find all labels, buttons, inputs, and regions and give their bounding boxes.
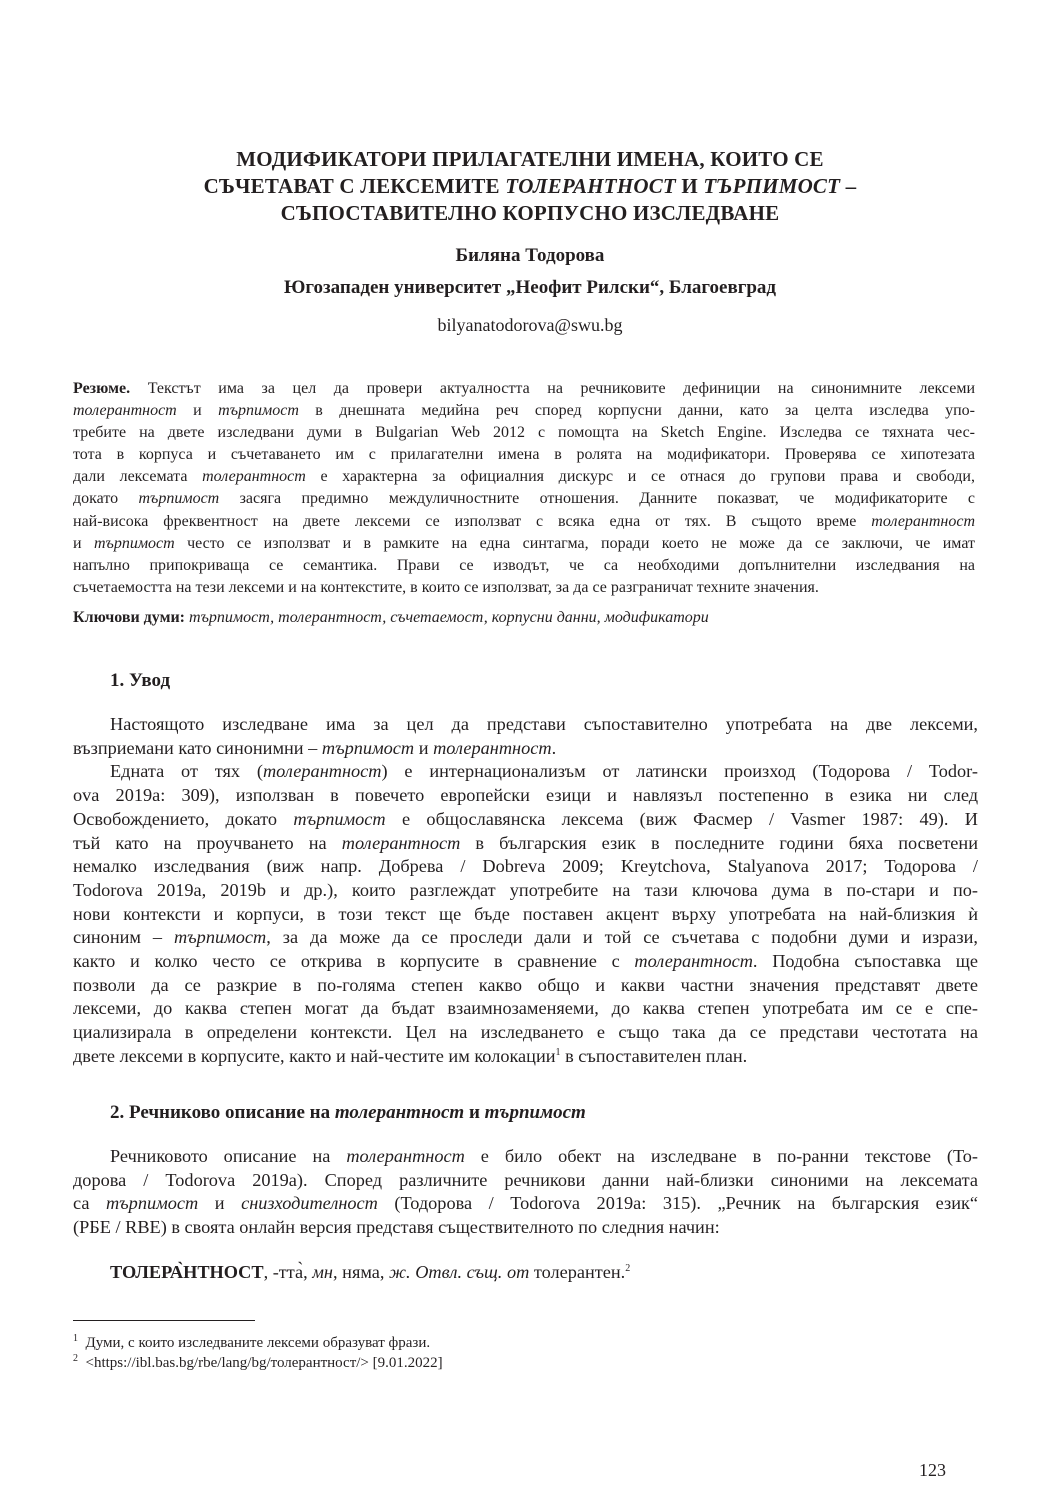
footnote-divider bbox=[73, 1320, 255, 1321]
body-line bbox=[73, 926, 978, 950]
title-line-2 bbox=[110, 173, 950, 200]
abstract-line: напълно припокриваща се семантика. Прави се изводът, че са необходими допълнителни изследвания на bbox=[73, 556, 975, 574]
abstract-line bbox=[73, 466, 975, 488]
term: търпимост bbox=[321, 737, 415, 758]
body-line: (РБЕ / RBE) в своята онлайн версия представя съществителното по следния начин: bbox=[73, 1217, 720, 1238]
author-affiliation: Югозападен университет „Неофит Рилски“, Благоевград bbox=[283, 277, 777, 298]
author-block bbox=[110, 240, 950, 304]
term: търпимост bbox=[293, 808, 386, 829]
body-text: ) е интернационализъм от латински произход (Тодорова / Todor- bbox=[381, 761, 978, 782]
body-text: (Тодорова / Todorova 2019a: 315). „Речник на българския език“ bbox=[377, 1193, 978, 1214]
term: толерантност bbox=[73, 402, 177, 420]
term: търпимост bbox=[484, 1102, 586, 1123]
body-text: Едната от тях ( bbox=[110, 761, 263, 782]
entry-text: толерантен. bbox=[529, 1262, 626, 1282]
title-text: И bbox=[675, 174, 704, 198]
term: търпимост bbox=[93, 534, 175, 552]
term: толерантност bbox=[433, 737, 552, 758]
term: толерантност bbox=[341, 832, 461, 853]
abstract-text: в днешната медийна реч според корпусни данни, като за целта изследва упо- bbox=[298, 402, 976, 420]
entry-text: , -тта̀, bbox=[263, 1262, 313, 1282]
abstract-line bbox=[73, 533, 975, 555]
footnote-ref[interactable]: 2 bbox=[625, 1262, 631, 1274]
abstract-text: дали лексемата bbox=[73, 468, 203, 486]
abstract-line bbox=[73, 400, 975, 422]
term: толерантност bbox=[346, 1146, 465, 1166]
abstract-line: съчетаемостта на тези лексеми и на контекстите, в които се използват, за да се разграничат техните значения. bbox=[73, 578, 819, 596]
entry-text: ж. Отвл. същ. от bbox=[389, 1262, 530, 1282]
footnote-number: 1 bbox=[73, 1333, 78, 1344]
entry-text: , няма, bbox=[333, 1262, 390, 1282]
title-line-1: МОДИФИКАТОРИ ПРИЛАГАТЕЛНИ ИМЕНА, КОИТО СЕ bbox=[236, 147, 824, 171]
title-term: ТЪРПИМОСТ bbox=[703, 174, 841, 198]
term: търпимост bbox=[138, 490, 220, 508]
term: търпимост bbox=[105, 1193, 199, 1214]
body-line bbox=[73, 1145, 978, 1169]
body-text: са bbox=[73, 1193, 106, 1214]
abstract-text: докато bbox=[73, 490, 139, 508]
term: толерантност bbox=[871, 512, 975, 530]
body-line: позволи да се разкрие в по-голяма степен какво общо и какви частни значения представят двете bbox=[73, 974, 978, 995]
heading-text: 2. Речниково описание на bbox=[110, 1102, 335, 1123]
body-text: . Подобна съпоставка ще bbox=[752, 951, 978, 972]
page-number: 123 bbox=[919, 1460, 946, 1480]
body-line: Настоящото изследване има за цел да представи съпоставително употребата на две лексеми, bbox=[110, 714, 978, 734]
body-line: нови контексти и корпуси, в този текст ще бъде поставен акцент върху употребата на най-близкия ѝ bbox=[73, 903, 978, 924]
abstract-label: Резюме. bbox=[73, 380, 131, 397]
footnote-1 bbox=[73, 1333, 430, 1353]
body-line bbox=[73, 808, 978, 832]
section-1-body bbox=[73, 713, 978, 1069]
footnote-number: 2 bbox=[73, 1353, 78, 1364]
entry-headword: ТОЛЕРА̀НТНОСТ bbox=[110, 1262, 264, 1282]
abstract-line bbox=[73, 378, 975, 400]
author-email[interactable]: bilyanatodorova@swu.bg bbox=[437, 315, 623, 335]
body-text: и bbox=[198, 1193, 242, 1214]
footnote-ref[interactable]: 1 bbox=[555, 1046, 561, 1058]
section-2-body bbox=[73, 1145, 978, 1240]
dictionary-entry bbox=[110, 1260, 630, 1284]
abstract-text: най-висока фреквентност на двете лексеми се използват с всяка една от тях. В същото време bbox=[73, 512, 872, 530]
abstract-line: требите на двете изследвани думи в Bulgarian Web 2012 с помощта на Sketch Engine. Изследва се тяхната чес- bbox=[73, 424, 975, 442]
entry-text: мн bbox=[312, 1262, 334, 1282]
body-line: немалко изследвания (виж напр. Добрева / Dobreva 2009; Kreytchova, Stalyanova 2017; Тодорова / bbox=[73, 856, 978, 877]
body-text: . bbox=[551, 737, 557, 758]
body-text: и bbox=[414, 737, 434, 758]
body-text: Освобождението, докато bbox=[73, 808, 294, 829]
footnote-link[interactable]: <https://ibl.bas.bg/rbe/lang/bg/толерантност/> [9.01.2022] bbox=[85, 1355, 443, 1371]
title-text: СЪЧЕТАВАТ С ЛЕКСЕМИТЕ bbox=[203, 174, 506, 198]
abstract-text: е характерна за официалния дискурс и се отнася до групови права и свободи, bbox=[305, 468, 975, 486]
abstract-line: тота в корпуса и съчетаването им с прилагателни имена в ролята на модификатори. Проверява се хипотезата bbox=[73, 446, 975, 464]
body-line: ova 2019a: 309), използван в повечето европейски езици и навлязъл постепенно в езика ни след bbox=[73, 785, 978, 806]
term: толерантност bbox=[334, 1102, 465, 1123]
abstract-text: Текстът има за цел да провери актуалността на речниковите дефиниции на синонимните лексеми bbox=[130, 380, 975, 397]
body-line bbox=[73, 1045, 978, 1069]
term: толерантност bbox=[634, 951, 753, 972]
body-text: е било обект на изследване в по-ранни текстове (То- bbox=[464, 1146, 978, 1166]
keywords bbox=[73, 607, 709, 629]
body-text: тъй като на проучването на bbox=[73, 832, 342, 853]
abstract-text: засяга предимно междуличностните отношения. Данните показват, че модификаторите с bbox=[219, 490, 976, 508]
abstract-text: и bbox=[176, 402, 219, 420]
body-line: дорова / Todorova 2019a). Според различните речникови данни най-близки синоними на лексемата bbox=[73, 1169, 978, 1190]
body-text: Речниковото описание на bbox=[110, 1146, 347, 1166]
author-name: Биляна Тодорова bbox=[455, 245, 605, 266]
heading-text: и bbox=[464, 1102, 485, 1123]
body-line bbox=[73, 737, 978, 761]
body-line: циализирала в определени контексти. Цел на изследването е също така да се представи честотата на bbox=[73, 1022, 978, 1043]
title-line-3: СЪПОСТАВИТЕЛНО КОРПУСНО ИЗСЛЕДВАНЕ bbox=[280, 201, 780, 225]
abstract-text: и bbox=[73, 534, 94, 552]
body-line: лексеми, до каква степен могат да бъдат взаимнозаменяеми, до каква степен употребата им се е спе- bbox=[73, 998, 978, 1019]
body-text: в съпоставителен план. bbox=[560, 1045, 748, 1066]
section-1-heading: 1. Увод bbox=[110, 670, 171, 691]
body-text: възприемани като синонимни – bbox=[73, 737, 322, 758]
body-text: синоним – bbox=[73, 927, 174, 948]
abstract-line bbox=[73, 511, 975, 533]
body-text: двете лексеми в корпусите, както и най-честите им колокации bbox=[73, 1045, 556, 1066]
body-line bbox=[73, 760, 978, 784]
abstract-line bbox=[73, 488, 975, 510]
title-term: ТОЛЕРАНТНОСТ bbox=[505, 174, 676, 198]
footnote-2 bbox=[73, 1353, 443, 1373]
paper-title bbox=[110, 146, 950, 227]
term: толерантност bbox=[262, 761, 382, 782]
section-2-heading bbox=[110, 1101, 586, 1125]
abstract bbox=[73, 378, 975, 599]
keywords-text: търпимост, толерантност, съчетаемост, корпусни данни, модификатори bbox=[185, 609, 709, 626]
footnote-text: Думи, с които изследваните лексеми образуват фрази. bbox=[85, 1335, 431, 1351]
term: търпимост bbox=[173, 927, 267, 948]
body-line bbox=[73, 1192, 978, 1216]
title-text: – bbox=[840, 174, 857, 198]
body-line bbox=[73, 950, 978, 974]
term: толерантност bbox=[202, 468, 306, 486]
body-text: , за да може да се проследи дали и той се съчетава с подобни думи и изрази, bbox=[266, 927, 978, 948]
body-text: е общославянска лексема (виж Фасмер / Vasmer 1987: 49). И bbox=[385, 808, 978, 829]
keywords-label: Ключови думи: bbox=[73, 609, 186, 626]
body-line bbox=[73, 832, 978, 856]
body-text: както и колко често се открива в корпусите в сравнение с bbox=[73, 951, 635, 972]
body-text: в българския език в последните години бяха посветени bbox=[460, 832, 978, 853]
body-line: Todorova 2019a, 2019b и др.), които разглеждат употребите на тази ключова дума в по-стари и по- bbox=[73, 879, 978, 900]
abstract-text: често се използват и в рамките на една синтагма, поради което не може да се заключи, че имат bbox=[174, 534, 976, 552]
term: търпимост bbox=[218, 402, 299, 420]
term: снизходителност bbox=[241, 1193, 378, 1214]
